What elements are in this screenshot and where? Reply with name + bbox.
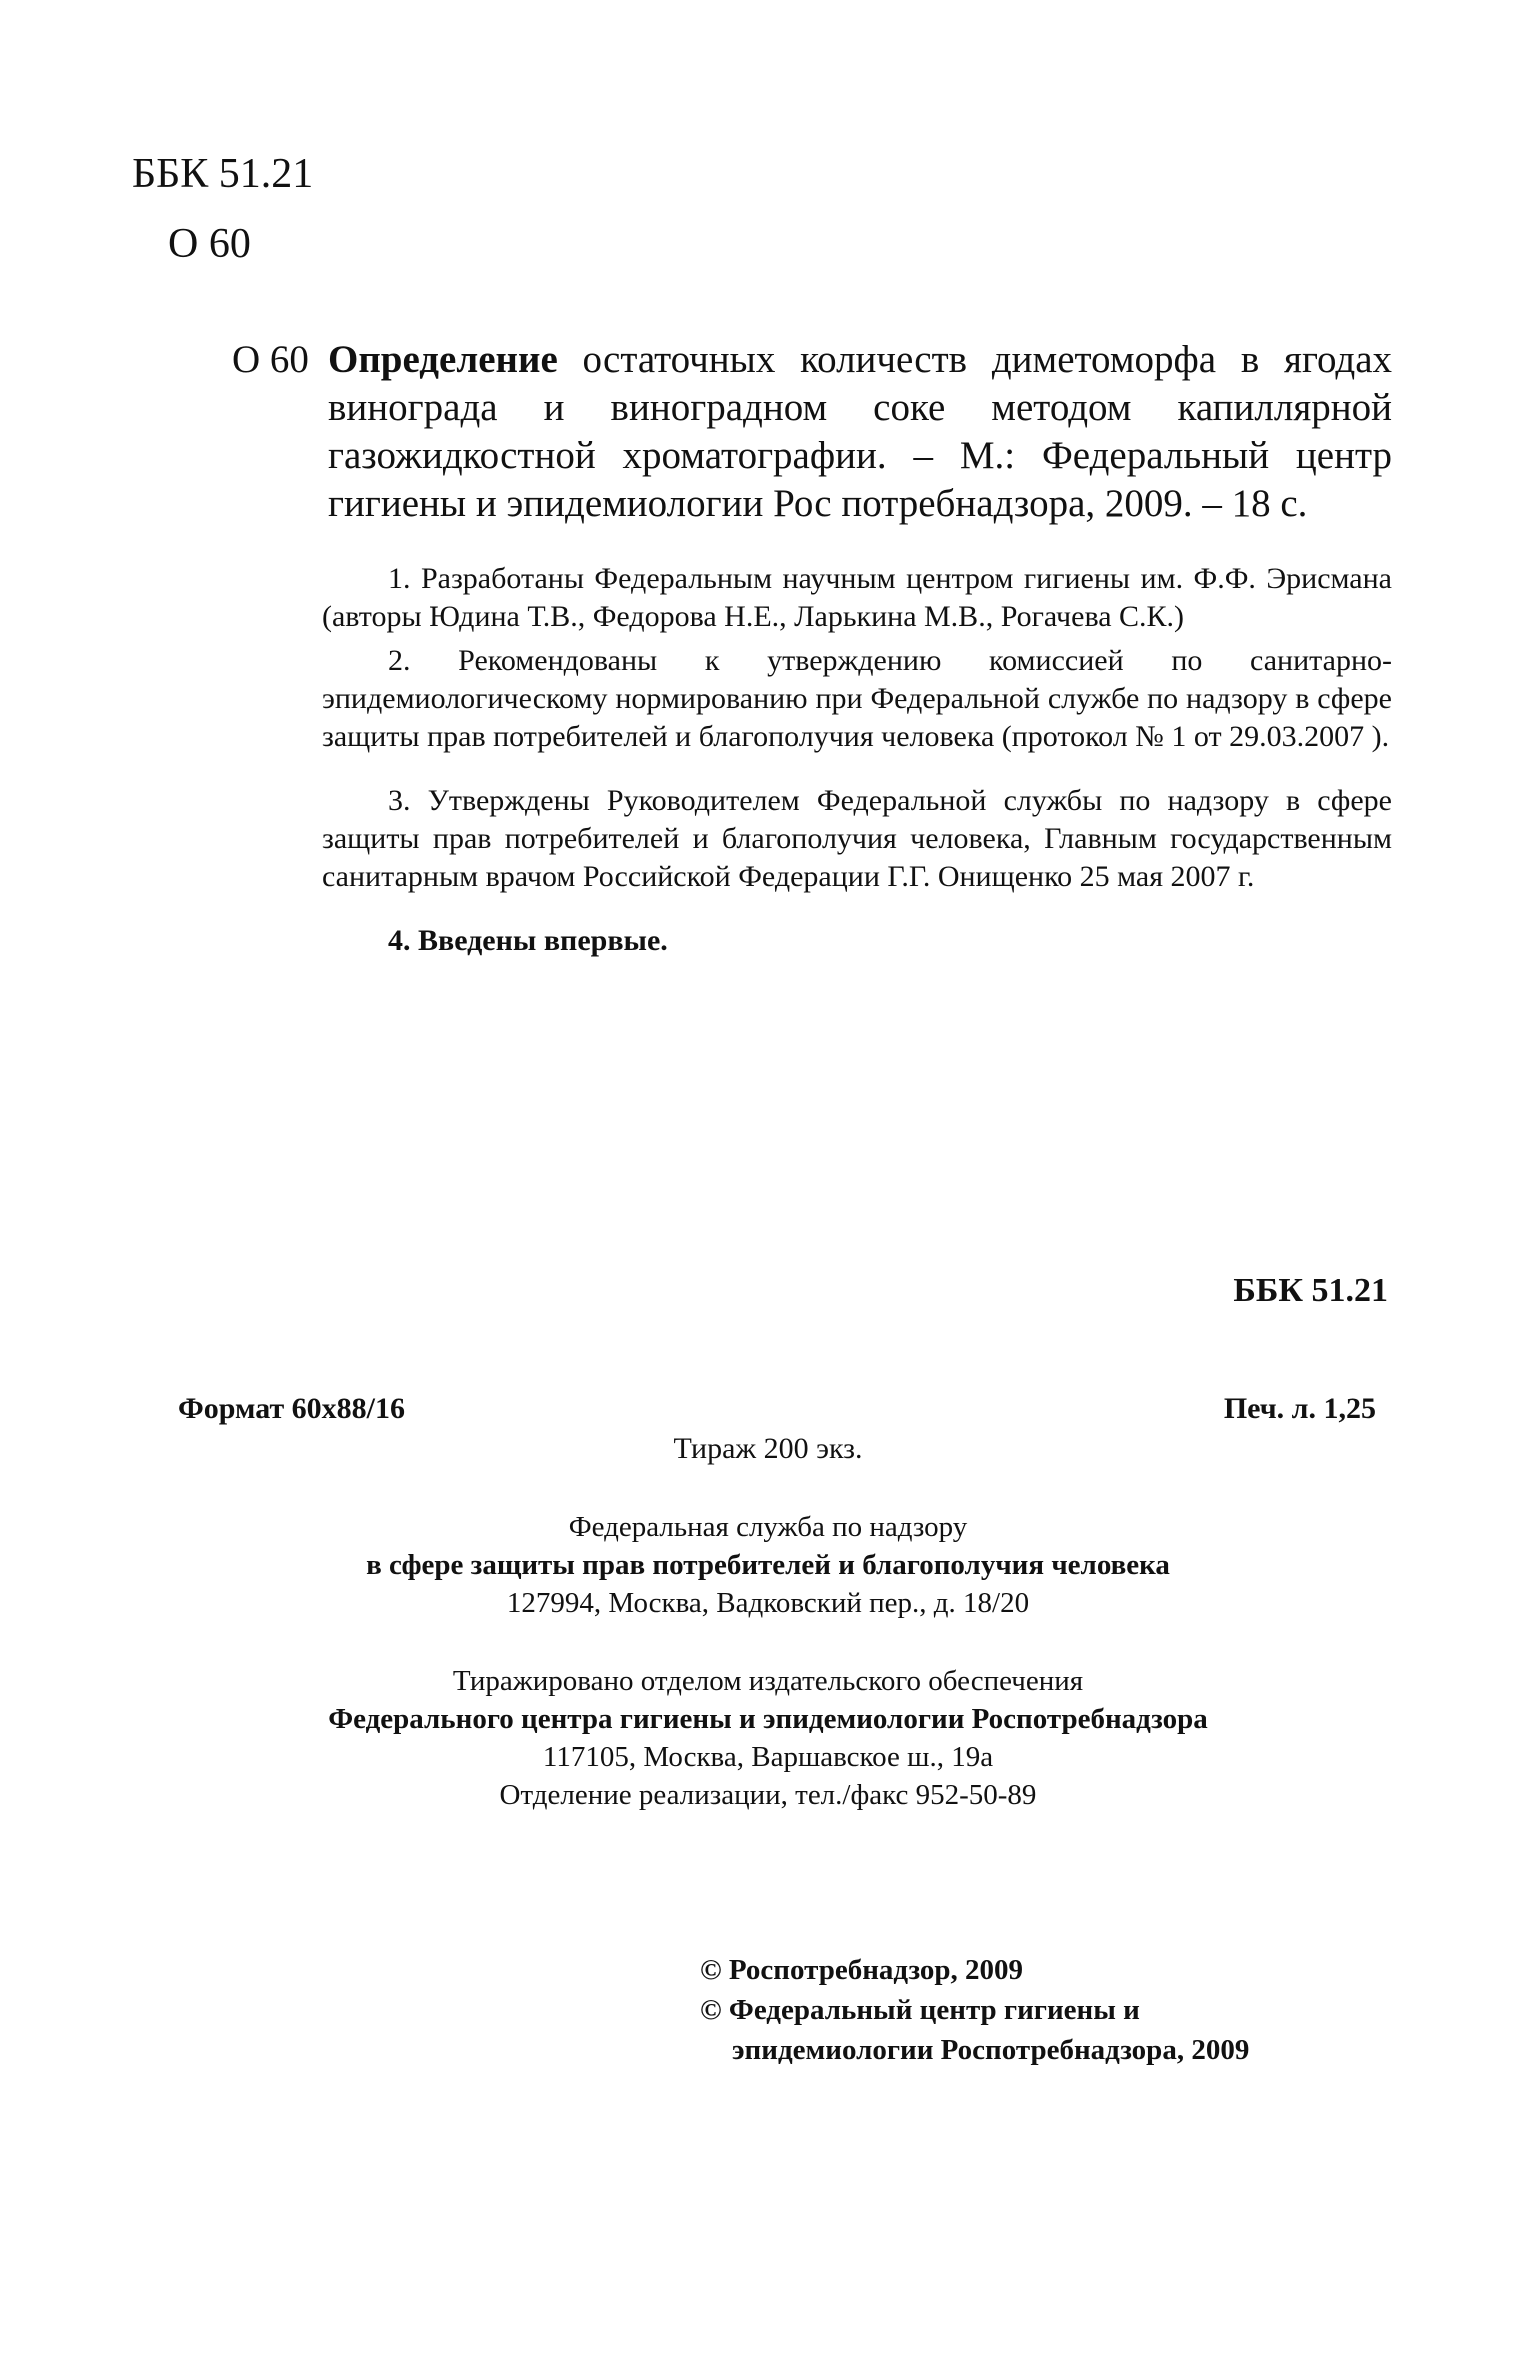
- copyright-line-2: © Федеральный центр гигиены и: [700, 1994, 1140, 2026]
- entry-title-bold: Определение: [328, 338, 558, 381]
- credit-item-4: 4. Введены впервые.: [388, 924, 668, 957]
- printer-line-1: Тиражировано отделом издательского обеспечения: [452, 1665, 1084, 1697]
- entry-title-rest: остаточных количеств диметоморфа в ягодах винограда и виноградном соке методом капиллярной газожидкостной хроматографии. – М.: Федеральный центр гигиены и эпидемиологии Рос потребнадзора, 2009. – 18 с.: [328, 338, 1393, 525]
- format-label: Формат 60х88/16: [178, 1392, 406, 1425]
- credits-list: [322, 560, 1392, 966]
- entry-code: О 60: [232, 338, 309, 381]
- credit-item-1: 1. Разработаны Федеральным научным центром гигиены им. Ф.Ф. Эрисмана (авторы Юдина Т.В., Федорова Н.Е., Ларькина М.В., Рогачева С.К.): [322, 562, 1392, 633]
- author-code-top: О 60: [168, 221, 251, 267]
- publisher-block: [0, 1508, 1536, 1622]
- publisher-line-2: в сфере защиты прав потребителей и благополучия человека: [366, 1549, 1170, 1581]
- printer-line-2: Федерального центра гигиены и эпидемиологии Роспотребнадзора: [328, 1703, 1208, 1735]
- publisher-address: 127994, Москва, Вадковский пер., д. 18/20: [506, 1587, 1030, 1619]
- bibliographic-entry: [232, 336, 1392, 528]
- credit-item-2: 2. Рекомендованы к утверждению комиссией по санитарно-эпидемиологическому нормированию при Федеральной службе по надзору в сфере защиты прав потребителей и благополучия человека (протокол № 1 от 29.03.2007 ).: [322, 644, 1392, 753]
- print-sheets-label: Печ. л. 1,25: [1223, 1392, 1376, 1425]
- printer-sales-contact: Отделение реализации, тел./факс 952-50-89: [499, 1779, 1037, 1811]
- copyright-block: [700, 1950, 1249, 2070]
- bbk-index-top: ББК 51.21: [132, 151, 314, 197]
- printer-address: 117105, Москва, Варшавское ш., 19а: [542, 1741, 994, 1773]
- copyright-line-1: © Роспотребнадзор, 2009: [700, 1954, 1024, 1986]
- printer-block: [0, 1662, 1536, 1814]
- copyright-line-3: эпидемиологии Роспотребнадзора, 2009: [732, 2034, 1250, 2066]
- credit-item-3: 3. Утверждены Руководителем Федеральной службы по надзору в сфере защиты прав потребителей и благополучия человека, Главным государственным санитарным врачом Российской Федерации Г.Г. Онищенко 25 мая 2007 г.: [322, 784, 1392, 893]
- publisher-line-1: Федеральная служба по надзору: [568, 1511, 968, 1543]
- bbk-index-right: ББК 51.21: [1233, 1272, 1388, 1309]
- print-run-label: Тираж 200 экз.: [673, 1432, 863, 1465]
- entry-description: [328, 336, 1392, 528]
